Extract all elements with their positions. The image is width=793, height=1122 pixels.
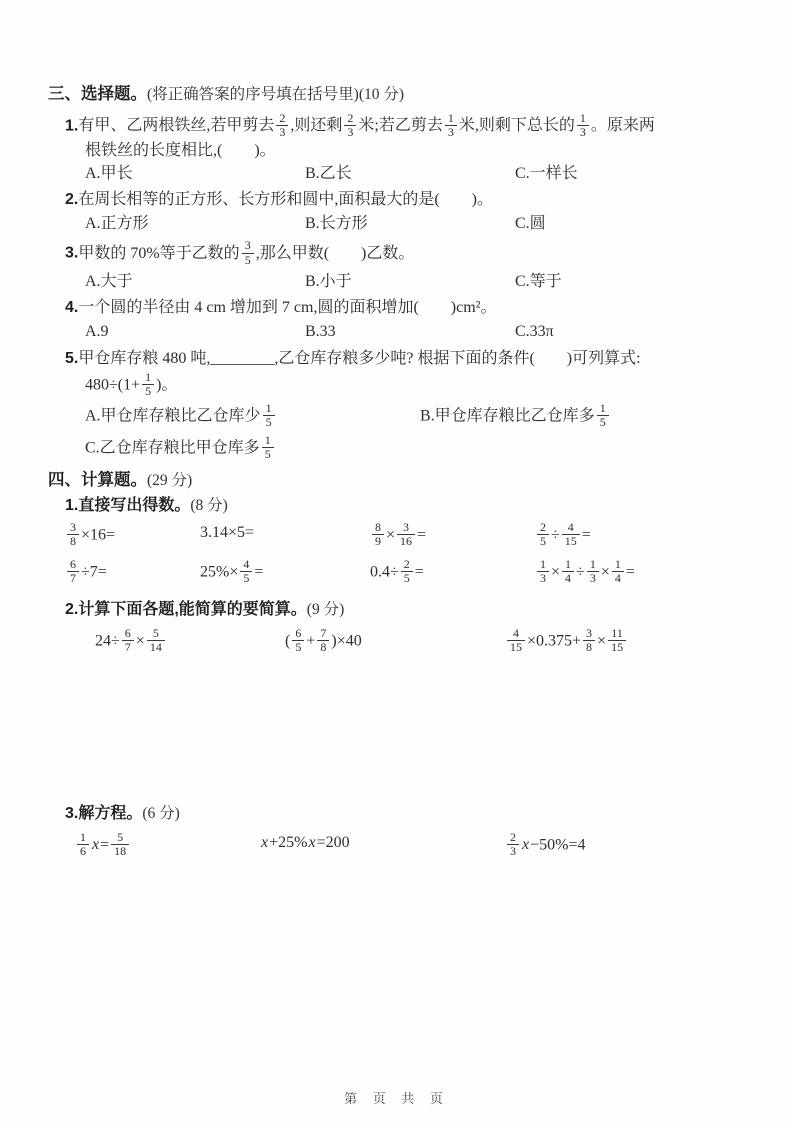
- section-4-note: (29 分): [147, 471, 193, 489]
- calc-question-3-label: [65, 803, 759, 824]
- section-4-heading: [48, 470, 759, 491]
- calc-question-3-title: 解方程。: [78, 805, 143, 822]
- expression-item: $\frac{4}{15}$ ×0.375+ $\frac{3}{8}$ × $\frac{11}{15}$: [505, 628, 759, 655]
- expression-item: 24÷ $\frac{6}{7}$ × $\frac{5}{14}$: [95, 628, 285, 655]
- question-1-stem-line-2: 根铁丝的长度相比,( )。: [85, 142, 276, 160]
- calc-item: $\frac{6}{7}$ ÷7=: [65, 559, 200, 586]
- option-a: A.9: [85, 322, 109, 340]
- question-2-stem: [65, 189, 759, 210]
- option-b: B.33: [305, 322, 336, 340]
- calc-item: $\frac{8}{9}$ × $\frac{3}{16}$ =: [370, 522, 535, 549]
- question-5-text: 甲仓库存粮 480 吨,________,乙仓库存粮多少吨? 根据下面的条件( )可列算式:: [78, 349, 641, 367]
- option-c: C.等于: [515, 272, 562, 290]
- question-3-text: 甲数的 70%等于乙数的 $\frac{3}{5}$ ,那么甲数( )乙数。: [78, 238, 415, 267]
- section-4-title: 四、计算题。: [48, 470, 147, 489]
- option-c: C.一样长: [515, 165, 578, 183]
- question-1: [48, 113, 759, 184]
- option-c: C.33π: [515, 322, 554, 340]
- expression-item: ( $\frac{6}{5}$ + $\frac{7}{8}$ )×40: [285, 625, 362, 654]
- option-b: B.小于: [305, 272, 352, 290]
- question-1-number: 1.: [65, 117, 79, 135]
- calc-item: 3.14×5=: [200, 523, 255, 541]
- question-2: [48, 189, 759, 234]
- equations-row: [75, 832, 759, 859]
- page-content: [48, 84, 759, 859]
- question-4: [48, 297, 759, 342]
- calc-row-1: [65, 519, 759, 549]
- question-5: [48, 348, 759, 462]
- calc-question-1-number: 1.: [65, 496, 79, 514]
- calc-question-1-points: (8 分): [190, 496, 228, 514]
- calc-question-2-title: 计算下面各题,能简算的要简算。: [78, 600, 307, 618]
- calc-question-1-label: [65, 495, 759, 516]
- calc-item: 0.4÷ $\frac{2}{5}$ =: [370, 557, 424, 586]
- option-a: A.甲仓库存粮比乙仓库少 $\frac{1}{5}$: [85, 403, 420, 430]
- option-b: B.甲仓库存粮比乙仓库多 $\frac{1}{5}$: [420, 403, 611, 430]
- question-5-options-row: [85, 403, 759, 430]
- question-5-expression: 480÷(1+ $\frac{1}{5}$ )。: [85, 369, 178, 398]
- option-c: C.圆: [515, 215, 546, 233]
- calc-question-2-points: (9 分): [306, 600, 345, 618]
- section-3-heading: [48, 84, 759, 105]
- calc-question-3-points: (6 分): [142, 805, 180, 822]
- section-3-note: (将正确答案的序号填在括号里)(10 分): [147, 86, 405, 103]
- question-4-stem: [65, 297, 759, 318]
- calc-question-1-title: 直接写出得数。: [78, 496, 191, 514]
- equation-item: $\frac{1}{6}$ x= $\frac{5}{18}$: [75, 832, 260, 859]
- equation-item: x+25%x=200: [261, 834, 350, 851]
- calc-question-1: [48, 495, 759, 587]
- question-4-text: 一个圆的半径由 4 cm 增加到 7 cm,圆的面积增加( )cm²。: [78, 298, 497, 316]
- question-1-options: [85, 163, 759, 184]
- calc-item: $\frac{3}{8}$ ×16=: [65, 522, 200, 549]
- calc-question-2-label: [65, 599, 759, 620]
- option-a: A.大于: [85, 272, 133, 290]
- question-2-text: 在周长相等的正方形、长方形和圆中,面积最大的是( )。: [78, 191, 494, 209]
- question-3-stem: [65, 240, 759, 267]
- calc-question-3: [48, 803, 759, 859]
- question-1-stem-line-1: [65, 113, 759, 140]
- page-footer: 第 页 共 页: [344, 1091, 449, 1106]
- question-3-number: 3.: [65, 244, 79, 262]
- question-3-options: [85, 271, 759, 292]
- calc-question-2: [48, 599, 759, 655]
- simplify-expressions-row: [95, 625, 759, 655]
- question-2-options: [85, 213, 759, 234]
- option-a: A.正方形: [85, 215, 149, 233]
- calc-question-3-number: 3.: [65, 805, 79, 822]
- working-space: [48, 655, 759, 803]
- question-5-stem: [65, 348, 759, 369]
- option-c: C.乙仓库存粮比甲仓库多 $\frac{1}{5}$: [85, 435, 759, 462]
- calc-item: 25%× $\frac{4}{5}$ =: [200, 557, 264, 586]
- calc-item: $\frac{1}{3}$ × $\frac{1}{4}$ ÷ $\frac{1}{3}$ × $\frac{1}{4}$ =: [535, 559, 759, 586]
- question-5-number: 5.: [65, 349, 79, 367]
- calc-row-2: [65, 559, 759, 586]
- calc-question-2-number: 2.: [65, 600, 79, 618]
- question-4-options: [85, 321, 759, 342]
- option-b: B.长方形: [305, 215, 368, 233]
- question-3: [48, 240, 759, 291]
- equation-item: $\frac{2}{3}$ x−50%=4: [505, 832, 759, 859]
- option-b: B.乙长: [305, 165, 352, 183]
- section-3-title: 三、选择题。: [48, 85, 147, 103]
- question-2-number: 2.: [65, 191, 79, 209]
- calc-item: $\frac{2}{5}$ ÷ $\frac{4}{15}$ =: [535, 522, 759, 549]
- question-1-text-1: 有甲、乙两根铁丝,若甲剪去 $\frac{2}{3}$ ,则还剩 $\frac{2}{3}$ 米;若乙剪去 $\frac{1}{3}$ 米,则剩下总长的 $\frac{1}{3}$ 。原来两: [78, 111, 655, 140]
- option-a: A.甲长: [85, 165, 133, 183]
- question-4-number: 4.: [65, 298, 79, 316]
